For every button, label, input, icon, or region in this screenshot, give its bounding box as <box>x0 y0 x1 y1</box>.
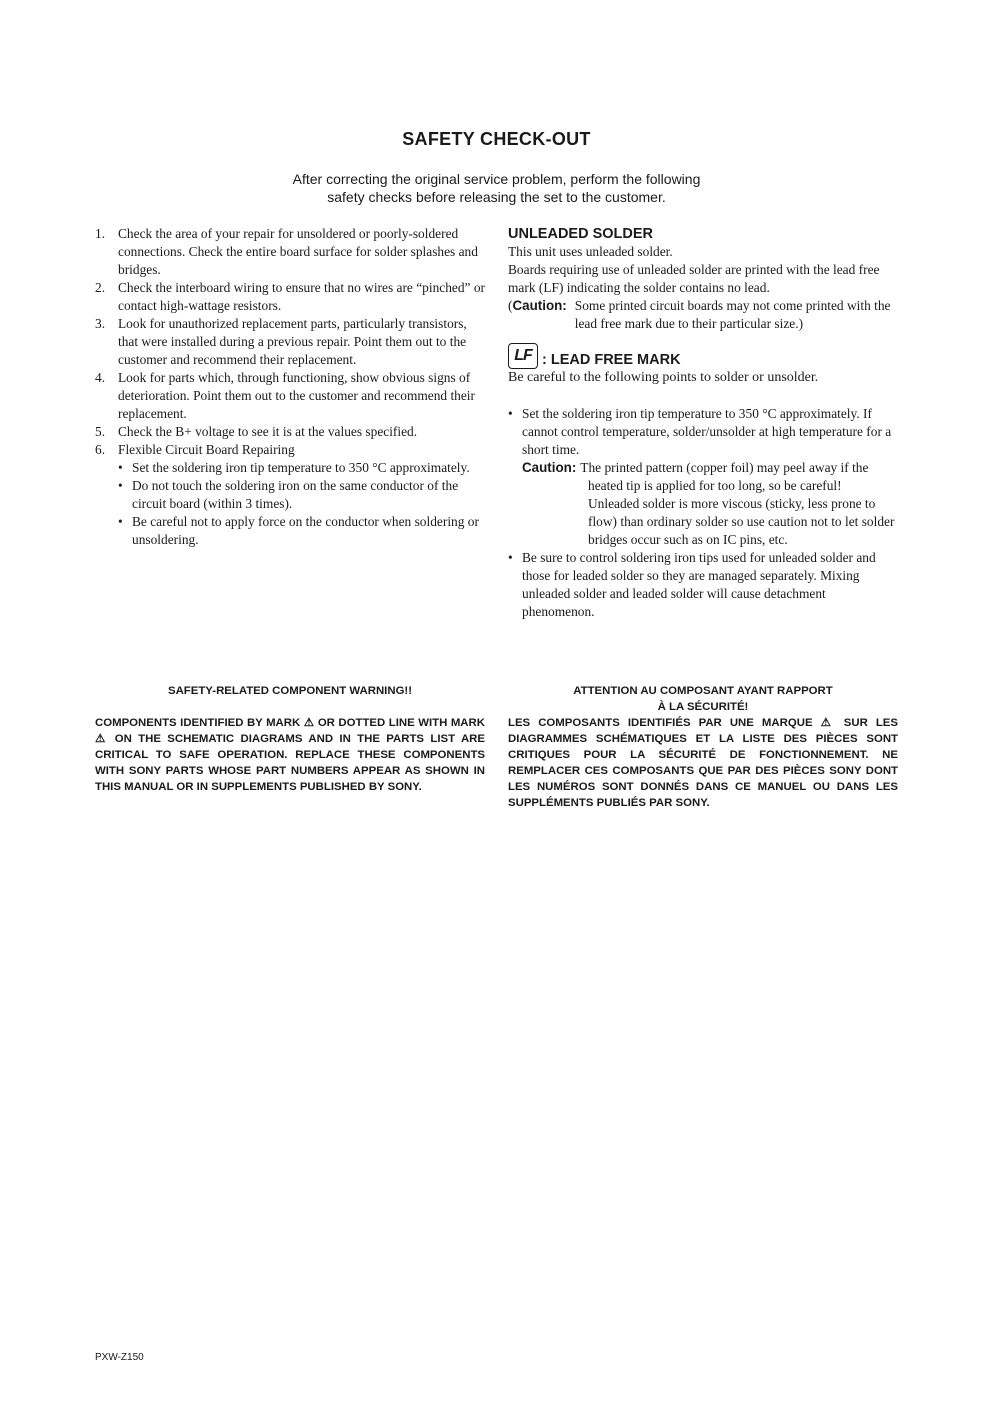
warning-title-line-2: À LA SÉCURITÉ! <box>657 701 749 713</box>
checklist-item-number: 3. <box>95 316 106 331</box>
checklist-item-number: 1. <box>95 226 106 241</box>
lead-free-mark-icon <box>508 343 538 369</box>
flex-board-sublist <box>118 459 487 549</box>
caution-label: Caution: <box>512 298 567 313</box>
checklist-item-number: 5. <box>95 424 106 439</box>
intro-line-2: safety checks before releasing the set to the customer. <box>327 189 666 205</box>
lead-free-mark-text: LF <box>514 347 532 364</box>
checklist-item <box>95 279 487 315</box>
solder-bullets <box>508 405 900 621</box>
solder-caution-label: Caution: <box>522 460 577 475</box>
unleaded-heading: UNLEADED SOLDER <box>508 226 654 242</box>
solder-caution-line: heated tip is applied for too long, so be careful! <box>588 478 842 493</box>
checklist-item-text: Flexible Circuit Board Repairing <box>118 442 295 457</box>
solder-bullet-text: Set the soldering iron tip temperature to 350 °C approximately. If cannot control temperature, solder/unsolder at high temperature for a short time. <box>522 406 892 457</box>
checklist-item-text: Check the area of your repair for unsoldered or poorly-soldered connections. Check the entire board surface for solder splashes and bridges. <box>118 226 478 277</box>
page-title: SAFETY CHECK-OUT <box>402 129 591 149</box>
checklist-item <box>95 441 487 549</box>
safety-checklist <box>95 225 487 549</box>
lead-free-heading-row <box>508 343 900 369</box>
sublist-item: • Set the soldering iron tip temperature to 350 °C approximately. <box>118 459 487 477</box>
safety-warning-english <box>95 683 485 795</box>
intro-line-1: After correcting the original service problem, perform the following <box>292 171 701 187</box>
warning-title: SAFETY-RELATED COMPONENT WARNING!! <box>167 685 413 697</box>
caution-text: Some printed circuit boards may not come printed with the lead free mark due to their particular size.) <box>574 298 891 331</box>
solder-caution-line: Unleaded solder is more viscous (sticky, less prone to flow) than ordinary solder so use caution not to let solder bridges occur such as on IC pins, etc. <box>588 496 895 547</box>
checklist-item <box>95 225 487 279</box>
solder-caution-continued <box>522 477 900 549</box>
sublist-item: • Be careful not to apply force on the conductor when soldering or unsoldering. <box>118 513 487 549</box>
warning-title-line-1: ATTENTION AU COMPOSANT AYANT RAPPORT <box>573 685 833 697</box>
checklist-item-text: Check the B+ voltage to see it is at the values specified. <box>118 424 418 439</box>
warning-body: COMPONENTS IDENTIFIED BY MARK ⚠ OR DOTTED LINE WITH MARK ⚠ ON THE SCHEMATIC DIAGRAMS AND IN THE PARTS LIST ARE CRITICAL TO SAFE OPERATION. REPLACE THESE COMPONENTS WITH SONY PARTS WHOSE PART NUMBERS APPEAR AS SHOWN IN THIS MANUAL OR IN SUPPLEMENTS PUBLISHED BY SONY. <box>95 717 485 793</box>
checklist-item-text: Check the interboard wiring to ensure that no wires are “pinched” or contact high-wattage resistors. <box>118 280 485 313</box>
checklist-item-number: 6. <box>95 442 106 457</box>
intro-text <box>240 170 753 206</box>
safety-warning-french <box>508 683 898 811</box>
checklist-item-text: Look for parts which, through functioning, show obvious signs of deterioration. Point them out to the customer and recommend their replacement. <box>118 370 475 421</box>
warning-body: LES COMPOSANTS IDENTIFIÉS PAR UNE MARQUE ⚠ SUR LES DIAGRAMMES SCHÉMATIQUES ET LA LISTE DES PIÈCES SONT CRITIQUES POUR LA SÉCURITÉ DE FONCTIONNEMENT. NE REMPLACER CES COMPOSANTS QUE PAR DES PIÈCES SONY DONT LES NUMÉROS SONT DONNÉS DANS CE MANUEL OU DANS LES SUPPLÉMENTS PUBLIÉS PAR SONY. <box>508 717 898 809</box>
warning-title <box>508 683 898 715</box>
unleaded-caution <box>508 297 900 333</box>
caution-open-paren: ( <box>508 298 513 313</box>
solder-caution-text <box>580 459 900 477</box>
solder-caution-line: The printed pattern (copper foil) may peel away if the <box>580 460 869 475</box>
lead-free-heading: : LEAD FREE MARK <box>542 352 681 368</box>
checklist-item-number: 2. <box>95 280 106 295</box>
unleaded-line-2: Boards requiring use of unleaded solder are printed with the lead free mark (LF) indicating the solder contains no lead. <box>508 262 880 295</box>
unleaded-line-1: This unit uses unleaded solder. <box>508 244 673 259</box>
footer-model-number: PXW-Z150 <box>95 1352 144 1363</box>
lead-free-intro: Be careful to the following points to solder or unsolder. <box>508 370 819 385</box>
checklist-item <box>95 369 487 423</box>
checklist-item <box>95 315 487 369</box>
solder-bullet: • Be sure to control soldering iron tips used for unleaded solder and those for leaded solder so they are managed separately. Mixing unleaded solder and leaded solder will cause detachment phenomenon. <box>508 549 900 621</box>
checklist-item-number: 4. <box>95 370 106 385</box>
checklist-item-text: Look for unauthorized replacement parts, particularly transistors, that were installed during a previous repair. Point them out to the customer and recommend their replacement. <box>118 316 467 367</box>
checklist-item <box>95 423 487 441</box>
solder-caution <box>522 459 900 477</box>
unleaded-solder-section <box>508 225 900 621</box>
solder-bullet <box>508 405 900 549</box>
sublist-item: • Do not touch the soldering iron on the same conductor of the circuit board (within 3 times). <box>118 477 487 513</box>
